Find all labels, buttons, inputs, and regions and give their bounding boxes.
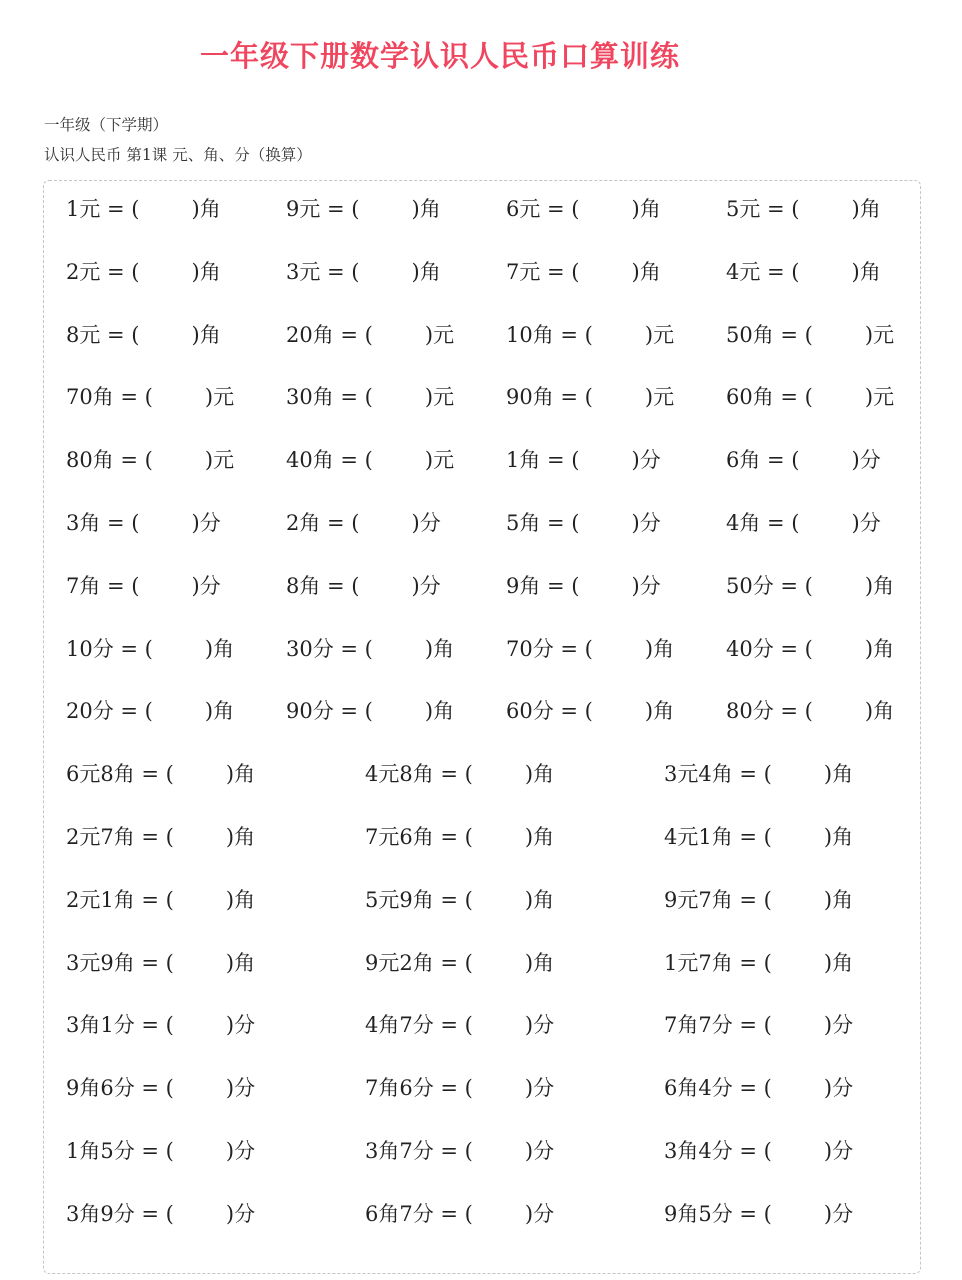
answer-unit: )角 <box>225 825 256 849</box>
problem-expression: 6角4分 = ( <box>664 1076 772 1101</box>
problem-expression: 10分 = ( <box>66 636 153 661</box>
problem-expression: 3元4角 = ( <box>664 762 772 787</box>
answer-unit: )角 <box>225 887 256 912</box>
problem <box>506 196 661 222</box>
problem-expression: 9元 = ( <box>286 197 360 221</box>
problem-expression: 6角7分 = ( <box>365 1201 473 1226</box>
problem <box>365 1138 554 1164</box>
answer-unit: )角 <box>644 636 675 661</box>
problem-expression: 9角6分 = ( <box>66 1076 174 1101</box>
problem-expression: 10角 = ( <box>506 322 593 347</box>
answer-unit: )角 <box>225 950 256 975</box>
answer-unit: )角 <box>823 762 854 787</box>
problem <box>506 510 661 536</box>
answer-unit: )分 <box>631 573 661 598</box>
problem <box>664 824 853 850</box>
problem-expression: 60角 = ( <box>726 385 813 410</box>
problem-expression: 6角 = ( <box>726 448 800 473</box>
problem <box>66 636 234 662</box>
worksheet-title: 一年级下册数学认识人民币口算训练 <box>199 39 680 73</box>
problem-expression: 9角 = ( <box>506 573 580 598</box>
problem-expression: 5元9角 = ( <box>365 887 473 912</box>
problem-expression: 5角 = ( <box>506 511 580 535</box>
problem <box>664 1075 853 1101</box>
answer-unit: )分 <box>191 511 221 535</box>
answer-unit: )角 <box>191 259 221 284</box>
problem-expression: 3元9角 = ( <box>66 950 174 975</box>
problem-expression: 1角 = ( <box>506 448 580 473</box>
answer-unit: )角 <box>524 950 555 975</box>
problem <box>66 761 255 787</box>
answer-unit: )角 <box>204 636 235 661</box>
problem-expression: 80角 = ( <box>66 448 153 473</box>
problem <box>726 259 881 285</box>
answer-unit: )分 <box>524 1013 555 1038</box>
problem <box>726 573 894 599</box>
answer-unit: )角 <box>864 573 895 598</box>
answer-unit: )分 <box>225 1076 256 1101</box>
problem-expression: 2元 = ( <box>66 259 140 284</box>
problem-expression: 2元1角 = ( <box>66 887 174 912</box>
problem-expression: 3角4分 = ( <box>664 1139 772 1163</box>
answer-unit: )角 <box>424 636 455 661</box>
problem-expression: 8角 = ( <box>286 573 360 598</box>
answer-unit: )分 <box>411 511 441 535</box>
answer-unit: )角 <box>851 197 881 221</box>
problem <box>66 698 234 724</box>
problem-expression: 1元 = ( <box>66 197 140 221</box>
problem <box>286 447 454 473</box>
problem-expression: 7角 = ( <box>66 573 140 598</box>
problem-expression: 9元2角 = ( <box>365 950 473 975</box>
problem-expression: 8元 = ( <box>66 322 140 347</box>
problem-expression: 50分 = ( <box>726 573 813 598</box>
answer-unit: )分 <box>225 1013 256 1038</box>
problem <box>664 761 853 787</box>
problem <box>365 887 554 913</box>
problem-expression: 6元 = ( <box>506 197 580 221</box>
problem <box>286 322 454 348</box>
answer-unit: )元 <box>204 385 235 410</box>
problem-expression: 7角7分 = ( <box>664 1013 772 1038</box>
problem-expression: 90分 = ( <box>286 699 373 724</box>
problem <box>726 447 881 473</box>
answer-unit: )角 <box>823 887 854 912</box>
answer-unit: )分 <box>524 1201 555 1226</box>
answer-unit: )分 <box>631 511 661 535</box>
problem <box>365 1012 554 1038</box>
problem <box>506 447 661 473</box>
problem <box>66 1201 255 1227</box>
problem <box>664 950 853 976</box>
problem <box>664 1138 853 1164</box>
problem <box>726 636 894 662</box>
answer-unit: )角 <box>864 699 895 724</box>
grade-label: 一年级（下学期） <box>44 116 169 134</box>
problem <box>66 384 234 410</box>
problem-expression: 2元7角 = ( <box>66 825 174 849</box>
answer-unit: )分 <box>823 1139 854 1163</box>
problem <box>66 573 221 599</box>
problem-expression: 70分 = ( <box>506 636 593 661</box>
answer-unit: )分 <box>225 1201 256 1226</box>
problem-expression: 80分 = ( <box>726 699 813 724</box>
answer-unit: )分 <box>191 573 221 598</box>
problem-expression: 3角9分 = ( <box>66 1201 174 1226</box>
problem-expression: 3元 = ( <box>286 259 360 284</box>
problem <box>66 322 221 348</box>
problem-expression: 70角 = ( <box>66 385 153 410</box>
problem-expression: 7角6分 = ( <box>365 1076 473 1101</box>
problem-expression: 4元1角 = ( <box>664 825 772 849</box>
problem <box>664 887 853 913</box>
problem-expression: 40角 = ( <box>286 448 373 473</box>
answer-unit: )角 <box>411 259 441 284</box>
problem-expression: 4元8角 = ( <box>365 762 473 787</box>
problem <box>66 1075 255 1101</box>
answer-unit: )分 <box>225 1139 256 1163</box>
answer-unit: )角 <box>524 762 555 787</box>
problem-expression: 30分 = ( <box>286 636 373 661</box>
answer-unit: )分 <box>851 511 881 535</box>
problem-expression: 1元7角 = ( <box>664 950 772 975</box>
problem <box>726 698 894 724</box>
answer-unit: )元 <box>864 322 895 347</box>
problem <box>286 510 441 536</box>
problem <box>286 196 441 222</box>
problem <box>506 259 661 285</box>
answer-unit: )元 <box>204 448 235 473</box>
answer-unit: )角 <box>631 197 661 221</box>
answer-unit: )元 <box>644 385 675 410</box>
problem <box>506 573 661 599</box>
answer-unit: )角 <box>644 699 675 724</box>
problem <box>726 196 881 222</box>
answer-unit: )角 <box>191 322 221 347</box>
answer-unit: )分 <box>851 448 881 473</box>
problem <box>365 761 554 787</box>
answer-unit: )角 <box>864 636 895 661</box>
problem-expression: 6元8角 = ( <box>66 762 174 787</box>
problem-expression: 4元 = ( <box>726 259 800 284</box>
answer-unit: )分 <box>524 1139 555 1163</box>
problem <box>286 636 454 662</box>
problem-expression: 3角 = ( <box>66 511 140 535</box>
problem <box>66 824 255 850</box>
problem-expression: 20分 = ( <box>66 699 153 724</box>
problem <box>66 887 255 913</box>
problem <box>66 259 221 285</box>
problem <box>365 1201 554 1227</box>
answer-unit: )分 <box>631 448 661 473</box>
lesson-label: 认识人民币 第1课 元、角、分（换算） <box>44 146 312 164</box>
problem <box>66 1012 255 1038</box>
answer-unit: )角 <box>411 197 441 221</box>
answer-unit: )分 <box>823 1201 854 1226</box>
problem-expression: 5元 = ( <box>726 197 800 221</box>
answer-unit: )元 <box>864 385 895 410</box>
problem-expression: 4角 = ( <box>726 511 800 535</box>
problem <box>506 636 674 662</box>
problem <box>664 1012 853 1038</box>
problem-expression: 50角 = ( <box>726 322 813 347</box>
problem-expression: 1角5分 = ( <box>66 1139 174 1163</box>
answer-unit: )角 <box>823 825 854 849</box>
problem <box>506 322 674 348</box>
problem-expression: 3角7分 = ( <box>365 1139 473 1163</box>
problem <box>726 384 894 410</box>
problem <box>506 384 674 410</box>
answer-unit: )元 <box>424 322 455 347</box>
answer-unit: )角 <box>631 259 661 284</box>
problem-expression: 4角7分 = ( <box>365 1013 473 1038</box>
problem-expression: 9角5分 = ( <box>664 1201 772 1226</box>
answer-unit: )元 <box>424 448 455 473</box>
answer-unit: )角 <box>851 259 881 284</box>
problem <box>286 698 454 724</box>
problem <box>66 950 255 976</box>
problem <box>286 384 454 410</box>
answer-unit: )角 <box>524 825 555 849</box>
problem-expression: 7元6角 = ( <box>365 825 473 849</box>
problem-expression: 7元 = ( <box>506 259 580 284</box>
problem <box>365 824 554 850</box>
answer-unit: )角 <box>424 699 455 724</box>
problem <box>664 1201 853 1227</box>
problem <box>66 196 221 222</box>
problem-expression: 9元7角 = ( <box>664 887 772 912</box>
problem-expression: 90角 = ( <box>506 385 593 410</box>
problem <box>726 510 881 536</box>
answer-unit: )元 <box>424 385 455 410</box>
problem <box>365 950 554 976</box>
answer-unit: )角 <box>191 197 221 221</box>
problem-expression: 30角 = ( <box>286 385 373 410</box>
problem-expression: 20角 = ( <box>286 322 373 347</box>
answer-unit: )角 <box>225 762 256 787</box>
answer-unit: )分 <box>524 1076 555 1101</box>
answer-unit: )分 <box>823 1076 854 1101</box>
problem <box>66 510 221 536</box>
problem <box>726 322 894 348</box>
answer-unit: )分 <box>823 1013 854 1038</box>
problem-expression: 60分 = ( <box>506 699 593 724</box>
problem <box>365 1075 554 1101</box>
problem <box>506 698 674 724</box>
problem <box>66 447 234 473</box>
problem <box>66 1138 255 1164</box>
answer-unit: )分 <box>411 573 441 598</box>
problem <box>286 573 441 599</box>
answer-unit: )角 <box>823 950 854 975</box>
answer-unit: )角 <box>524 887 555 912</box>
problem-expression: 3角1分 = ( <box>66 1013 174 1038</box>
answer-unit: )角 <box>204 699 235 724</box>
answer-unit: )元 <box>644 322 675 347</box>
problem <box>286 259 441 285</box>
problem-expression: 40分 = ( <box>726 636 813 661</box>
problem-expression: 2角 = ( <box>286 511 360 535</box>
